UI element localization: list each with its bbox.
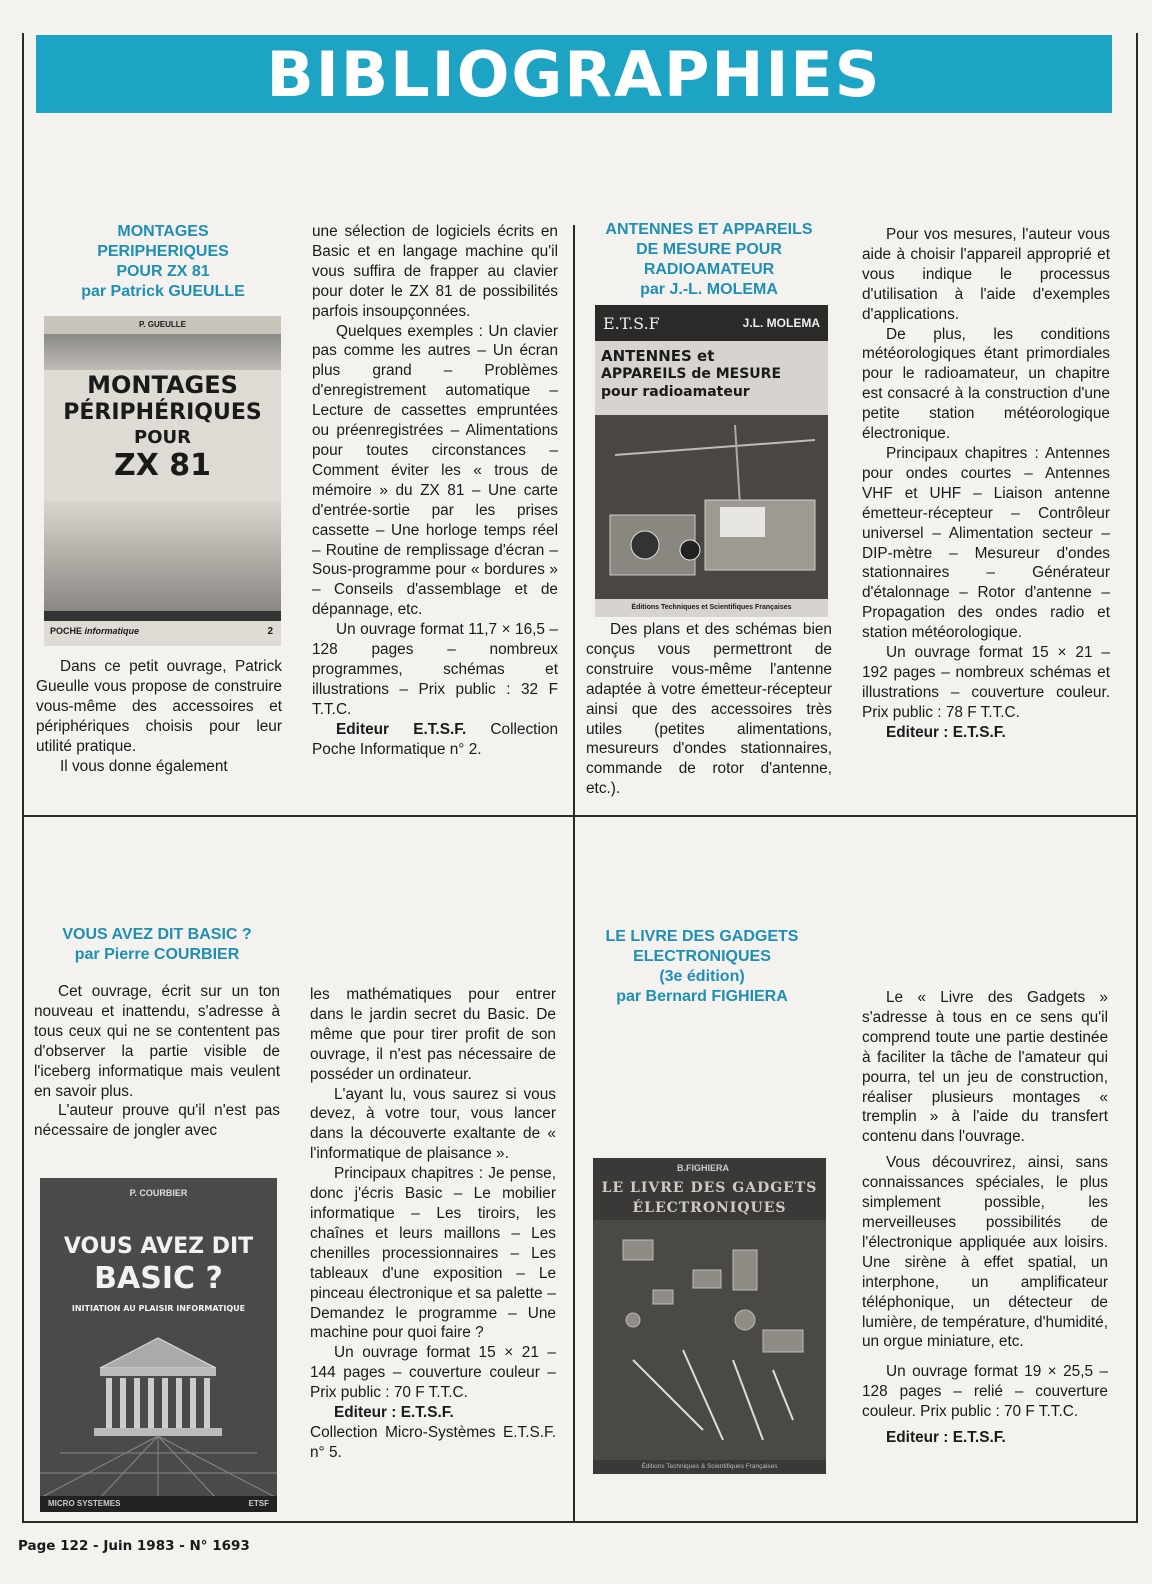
paragraph: Un ouvrage format 19 × 25,5 – 128 pages – relié – couverture couleur. Prix public : 70 F T.T.C. <box>862 1363 1108 1421</box>
paragraph: Des plans et des schémas bien conçus vous permettront de construire vous-même l'antenne adaptée à votre émetteur-récepteur ainsi que des accessoires très utiles (petites alimentations, mesureurs d'ondes stationnaires, commande de rotor d'antenne, etc.). <box>586 621 832 798</box>
article-4-author: par Bernard FIGHIERA <box>616 988 788 1005</box>
book-cover-gadgets <box>593 1158 826 1474</box>
paragraph: Quelques exemples : Un clavier pas comme les autres – Un écran plus grand – Problèmes d'enregistrement automatique – Lecture de cassettes empruntées ou préenregistrées – Alimentations pour toutes circonstances – Comment éviter les « trous de mémoire » du ZX 81 – Une carte d'entrée-sortie par les prises cassette – Une horloge temps réel – Routine de remplissage d'écran – Sous-programme pour « bordures » – Conseils d'assemblage et de dépannage, etc. <box>312 322 558 619</box>
cover-title-line: MONTAGES <box>87 371 238 399</box>
editor-label: Editeur : E.T.S.F. <box>886 723 1006 741</box>
article-2-col1 <box>586 620 832 799</box>
cover-title-line: APPAREILS de MESURE <box>601 366 782 382</box>
article-1-title-line: MONTAGES <box>117 223 209 240</box>
paragraph: une sélection de logiciels écrits en Basic et en langage machine qu'il vous suffira de frapper au clavier pour doter le ZX 81 de possibilités parfois insoupçonnées. <box>312 223 558 320</box>
paragraph: L'ayant lu, vous saurez si vous devez, à votre tour, vous lancer dans la découverte exaltante de « l'informatique de plaisance ». <box>310 1085 556 1163</box>
editor-label: Editeur : E.T.S.F. <box>886 1429 1006 1447</box>
paragraph: De plus, les conditions météorologiques étant primordiales pour le radioamateur, un chapitre est consacré à la construction d'une petite station météorologique électronique. <box>862 325 1110 443</box>
paragraph: Principaux chapitres : Antennes pour ondes courtes – Antennes VHF et UHF – Liaison antenne émetteur-récepteur – Contrôleur universel – Alimentation secteur – DIP-mètre – Mesureur d'ondes stationnaires – Générateur d'étalonnage – Rotor d'antenne – Propagation des ondes radio et station météorologique. <box>862 444 1110 642</box>
paragraph: Un ouvrage format 11,7 × 16,5 – 128 pages – nombreux programmes, schémas et illustrations – Prix public : 32 F T.T.C. <box>312 621 558 718</box>
article-1-title-line: POUR ZX 81 <box>116 263 210 280</box>
article-2-title-line: RADIOAMATEUR <box>643 261 775 278</box>
cover-title-line: PÉRIPHÉRIQUES <box>63 400 262 425</box>
article-4-title-line: LE LIVRE DES GADGETS <box>605 928 799 945</box>
article-3-col1 <box>34 982 280 1141</box>
paragraph: Principaux chapitres : Je pense, donc j'écris Basic – Le mobilier informatique – Les tiroirs, les chaînes et leurs maillons – Les chenilles processionnaires – Les tableaux d'une exposition – Le pinceau électronique et sa palette – Demandez le programme – Une machine pour quoi faire ? <box>310 1165 556 1342</box>
paragraph: Pour vos mesures, l'auteur vous aide à choisir l'appareil approprié et vous indique le processus d'utilisation à l'aide d'exemples d'applications. <box>862 226 1110 323</box>
paragraph: Il vous donne également <box>60 757 228 775</box>
column-divider-bottom <box>573 815 575 1523</box>
cover-subtitle: INITIATION AU PLAISIR INFORMATIQUE <box>71 1304 246 1313</box>
article-4-title-line: ELECTRONIQUES <box>633 948 771 965</box>
article-3-author: par Pierre COURBIER <box>74 946 240 963</box>
article-1-col2 <box>312 222 558 759</box>
cover-stripe <box>44 611 281 621</box>
article-2-author: par J.-L. MOLEMA <box>640 281 778 298</box>
cover-title-line: VOUS AVEZ DIT <box>63 1234 254 1259</box>
book-cover-antennes <box>595 305 828 617</box>
article-1-col1 <box>36 657 282 776</box>
cover-series: MICRO SYSTEMES <box>48 1499 121 1508</box>
section-banner <box>36 35 1112 113</box>
article-4-heading <box>586 927 818 1007</box>
editor-label: Editeur E.T.S.F. <box>336 720 467 738</box>
article-3-heading <box>38 925 276 965</box>
article-3-col2 <box>310 985 556 1463</box>
cover-brand: ETSF <box>248 1499 269 1508</box>
cover-title-line: pour radioamateur <box>601 384 750 400</box>
page-footer: Page 122 - Juin 1983 - N° 1693 <box>18 1538 250 1554</box>
article-2-heading <box>586 220 832 300</box>
row-divider <box>22 815 1138 817</box>
article-3-title-line: VOUS AVEZ DIT BASIC ? <box>62 926 252 943</box>
cover-author: P. GUEULLE <box>44 316 281 334</box>
paragraph: Dans ce petit ouvrage, Patrick Gueulle vous propose de construire vous-même des accessoires et périphériques choisis pour leur utilité pratique. <box>36 658 282 755</box>
cover-series-sub: informatique <box>84 626 140 636</box>
article-1-author: par Patrick GUEULLE <box>81 283 245 300</box>
paragraph: Un ouvrage format 15 × 21 – 144 pages – couverture couleur – Prix public : 70 F T.T.C. <box>310 1344 556 1402</box>
article-1-heading <box>38 222 288 302</box>
book-cover-montages <box>44 316 281 646</box>
article-1-title-line: PERIPHERIQUES <box>97 243 229 260</box>
article-4-col2 <box>862 988 1108 1448</box>
section-title: BIBLIOGRAPHIES <box>266 37 882 111</box>
article-2-col2 <box>862 225 1110 743</box>
editor-label: Editeur : E.T.S.F. <box>334 1404 454 1422</box>
paragraph: les mathématiques pour entrer dans le jardin secret du Basic. De même que pour tirer profit de son ouvrage, il n'est pas nécessaire de posséder un ordinateur. <box>310 986 556 1083</box>
article-2-title-line: DE MESURE POUR <box>636 241 782 258</box>
article-4-edition: (3e édition) <box>659 968 745 985</box>
cover-band <box>44 334 281 370</box>
column-divider-top <box>573 225 575 815</box>
cover-author: P. COURBIER <box>129 1188 188 1198</box>
cover-series: POCHE <box>50 626 83 636</box>
paragraph: Cet ouvrage, écrit sur un ton nouveau et inattendu, s'adresse à tous ceux qui ne se contentent pas d'observer la partie visible de l'iceberg informatique mais veulent en savoir plus. <box>34 983 280 1100</box>
book-cover-basic <box>40 1178 277 1512</box>
editor-collection: Collection Poche Informatique n° 2. <box>312 720 558 758</box>
cover-publisher: Éditions Techniques & Scientifiques Françaises <box>641 1463 778 1470</box>
cover-photo-area <box>44 501 281 611</box>
cover-title-line: POUR <box>134 427 191 448</box>
cover-number: 2 <box>267 626 273 637</box>
cover-publisher: Éditions Techniques et Scientifiques Françaises <box>595 599 828 617</box>
cover-title-line: LE LIVRE DES GADGETS <box>601 1180 818 1196</box>
cover-title-line: ÉLECTRONIQUES <box>632 1200 787 1216</box>
cover-author: J.L. MOLEMA <box>742 316 820 330</box>
cover-photo-antenna <box>595 415 828 599</box>
paragraph: Un ouvrage format 15 × 21 – 192 pages – nombreux schémas et illustrations – couverture couleur. Prix public : 78 F T.T.C. <box>862 644 1110 721</box>
cover-author: B.FIGHIERA <box>677 1163 730 1173</box>
paragraph: Vous découvrirez, ainsi, sans connaissances spéciales, le plus simplement possible, les merveilleuses possibilités de l'électronique appliquée aux loisirs. Une sirène à effet spatial, un interphone, un amplificateur téléphonique, un détecteur de lumière, de température, d'humidité, un orgue miniature, etc. <box>862 1154 1108 1351</box>
paragraph: Le « Livre des Gadgets » s'adresse à tous en ce sens qu'il comprend toute une partie destinée à faciliter la tâche de l'amateur qui pourra, tel un jeu de construction, réaliser plusieurs montages « tremplin » à l'aide du transfert contenu dans l'ouvrage. <box>862 989 1108 1146</box>
cover-title-line: ANTENNES et <box>601 347 715 365</box>
cover-title-line: ZX 81 <box>113 448 212 483</box>
cover-temple-illustration <box>40 1328 277 1498</box>
cover-brand: E.T.S.F <box>603 313 660 333</box>
cover-title-line: BASIC ? <box>94 1261 223 1296</box>
paragraph: L'auteur prouve qu'il n'est pas nécessaire de jongler avec <box>34 1102 280 1140</box>
cover-components-photo <box>593 1220 826 1460</box>
article-2-title-line: ANTENNES ET APPAREILS <box>605 221 813 238</box>
editor-collection: Collection Micro-Systèmes E.T.S.F. n° 5. <box>310 1423 556 1461</box>
